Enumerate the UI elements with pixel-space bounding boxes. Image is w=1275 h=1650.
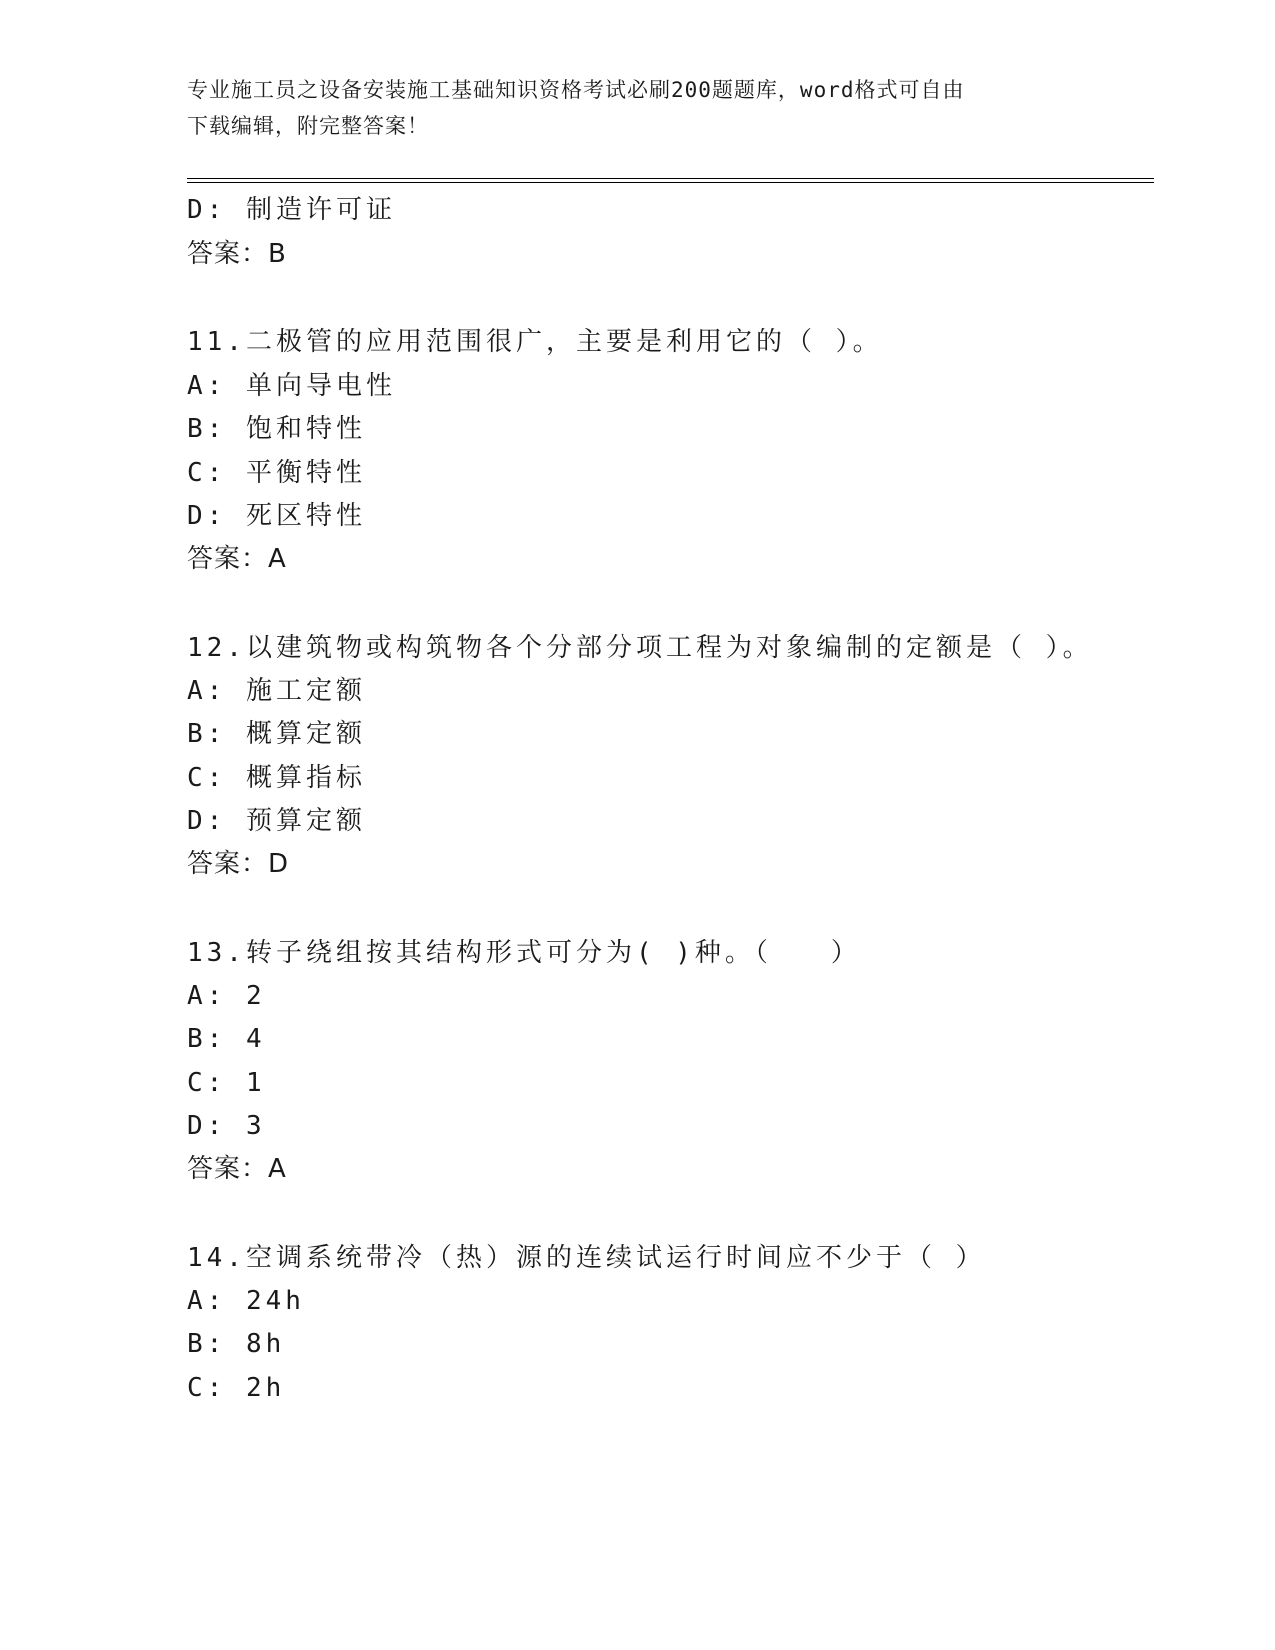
question-14-option-c: C: 2h bbox=[187, 1373, 286, 1403]
question-11-option-b: B: 饱和特性 bbox=[187, 414, 366, 444]
document-header bbox=[187, 72, 1067, 144]
question-13-option-d: D: 3 bbox=[187, 1111, 266, 1141]
question-13-stem: 13.转子绕组按其结构形式可分为( )种。（ ） bbox=[187, 938, 861, 968]
header-line-2: 下载编辑，附完整答案！ bbox=[187, 114, 429, 138]
answer: 答案：B bbox=[187, 239, 287, 269]
question-12-option-d: D: 预算定额 bbox=[187, 806, 366, 836]
question-12-option-c: C: 概算指标 bbox=[187, 763, 366, 793]
question-11-option-a: A: 单向导电性 bbox=[187, 371, 396, 401]
question-11-option-c: C: 平衡特性 bbox=[187, 458, 366, 488]
question-11-stem: 11.二极管的应用范围很广，主要是利用它的（ ）。 bbox=[187, 327, 883, 357]
question-13-option-b: B: 4 bbox=[187, 1024, 266, 1054]
question-13-option-a: A: 2 bbox=[187, 981, 266, 1011]
question-13-option-c: C: 1 bbox=[187, 1068, 266, 1098]
question-11-answer: 答案：A bbox=[187, 544, 287, 574]
question-14-option-b: B: 8h bbox=[187, 1329, 286, 1359]
question-13-answer: 答案：A bbox=[187, 1154, 287, 1184]
question-11-option-d: D: 死区特性 bbox=[187, 501, 366, 531]
question-12-option-a: A: 施工定额 bbox=[187, 676, 366, 706]
question-12-answer: 答案：D bbox=[187, 849, 290, 879]
question-14-option-a: A: 24h bbox=[187, 1286, 305, 1316]
header-divider-bottom bbox=[187, 182, 1154, 183]
question-14-stem: 14.空调系统带冷（热）源的连续试运行时间应不少于（ ） bbox=[187, 1243, 986, 1273]
header-divider-top bbox=[187, 178, 1154, 179]
header-line-1: 专业施工员之设备安装施工基础知识资格考试必刷200题题库，word格式可自由 bbox=[187, 78, 965, 102]
question-12-stem: 12.以建筑物或构筑物各个分部分项工程为对象编制的定额是（ ）。 bbox=[187, 633, 1093, 663]
option-d: D: 制造许可证 bbox=[187, 195, 396, 225]
question-12-option-b: B: 概算定额 bbox=[187, 719, 366, 749]
